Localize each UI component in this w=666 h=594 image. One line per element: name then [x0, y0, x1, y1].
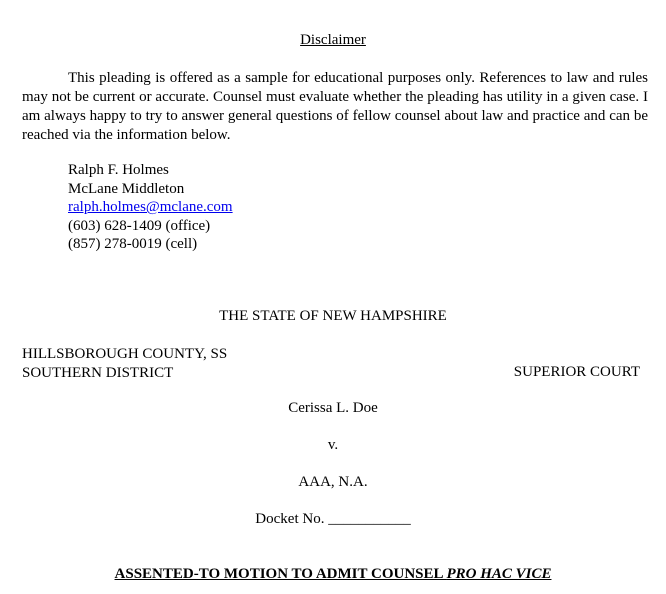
court-name: SUPERIOR COURT	[513, 364, 640, 380]
disclaimer-paragraph	[22, 69, 648, 145]
motion-title-italic: PRO HAC VICE	[446, 566, 552, 582]
state-heading: THE STATE OF NEW HAMPSHIRE	[219, 308, 447, 324]
defendant-name: AAA, N.A.	[298, 474, 368, 490]
contact-firm: McLane Middleton	[68, 180, 185, 197]
versus-label: v.	[327, 437, 339, 453]
contact-block	[68, 161, 233, 254]
plaintiff-name: Cerissa L. Doe	[288, 400, 378, 416]
disclaimer-heading: Disclaimer	[300, 32, 366, 48]
contact-cell-phone: (857) 278-0019 (cell)	[68, 236, 198, 252]
motion-title-main: ASSENTED-TO MOTION TO ADMIT COUNSEL	[114, 566, 447, 582]
disclaimer-text: This pleading is offered as a sample for educational purposes only. References to law and rules may not be current or accurate. Counsel must evaluate whether the pleading has utility in a given case. I am always happy to try to answer general questions of fellow counsel about law and practice and can be reached via the information below.	[22, 70, 648, 143]
motion-title	[0, 566, 666, 583]
contact-office-phone: (603) 628-1409 (office)	[68, 217, 211, 234]
contact-name: Ralph F. Holmes	[68, 162, 169, 178]
venue-block	[22, 345, 227, 382]
county-line: HILLSBOROUGH COUNTY, SS	[22, 346, 228, 362]
district-line: SOUTHERN DISTRICT	[22, 364, 174, 381]
docket-number: Docket No. ___________	[255, 511, 411, 527]
contact-email-link[interactable]: ralph.holmes@mclane.com	[68, 199, 233, 215]
